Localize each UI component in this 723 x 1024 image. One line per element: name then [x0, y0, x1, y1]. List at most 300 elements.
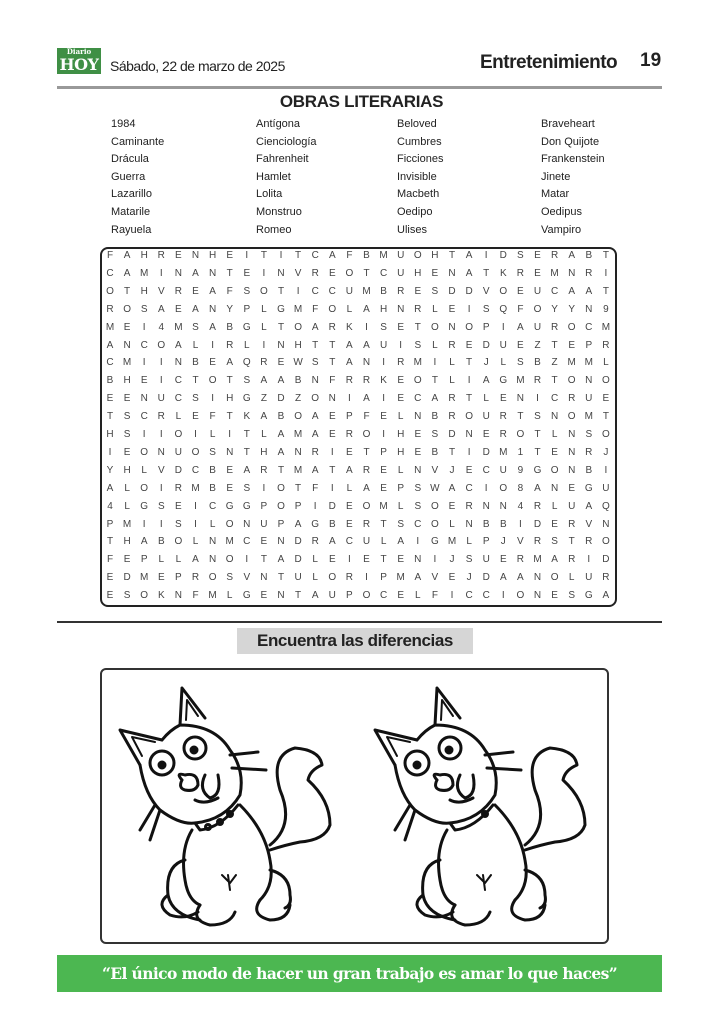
grid-letter[interactable]: E [175, 500, 182, 512]
grid-letter[interactable]: R [157, 411, 165, 423]
grid-letter[interactable]: L [261, 303, 267, 315]
grid-letter[interactable]: T [124, 285, 131, 297]
grid-letter[interactable]: S [123, 590, 131, 602]
grid-letter[interactable]: N [140, 393, 148, 405]
grid-letter[interactable]: O [328, 303, 337, 315]
grid-letter[interactable]: H [140, 250, 148, 261]
grid-letter[interactable]: V [294, 267, 302, 279]
grid-letter[interactable]: L [551, 500, 558, 512]
grid-letter[interactable]: O [533, 303, 542, 315]
grid-letter[interactable]: I [159, 518, 163, 530]
grid-letter[interactable]: V [157, 464, 165, 476]
grid-letter[interactable]: I [467, 303, 471, 315]
grid-letter[interactable]: S [431, 285, 439, 297]
grid-letter[interactable]: R [174, 285, 182, 297]
grid-letter[interactable]: D [448, 285, 456, 297]
grid-letter[interactable]: R [448, 393, 456, 405]
grid-letter[interactable]: B [294, 375, 302, 387]
grid-letter[interactable]: M [550, 267, 559, 279]
grid-letter[interactable]: N [243, 518, 251, 530]
grid-letter[interactable]: N [499, 500, 507, 512]
grid-letter[interactable]: F [106, 554, 114, 566]
grid-letter[interactable]: M [567, 357, 576, 369]
grid-letter[interactable]: N [123, 339, 131, 351]
grid-letter[interactable]: O [362, 429, 371, 440]
grid-letter[interactable]: A [465, 250, 473, 261]
grid-letter[interactable]: O [431, 500, 439, 512]
grid-letter[interactable]: U [533, 321, 542, 333]
grid-letter[interactable]: H [260, 446, 268, 458]
grid-letter[interactable]: I [365, 572, 368, 584]
grid-letter[interactable]: A [414, 572, 422, 584]
grid-letter[interactable]: E [414, 446, 422, 458]
grid-letter[interactable]: M [413, 357, 422, 369]
grid-letter[interactable]: U [345, 285, 353, 297]
grid-letter[interactable]: R [585, 267, 593, 279]
grid-letter[interactable]: E [499, 554, 507, 566]
grid-letter[interactable]: R [568, 518, 576, 530]
grid-letter[interactable]: R [362, 464, 371, 476]
grid-letter[interactable]: N [602, 518, 610, 530]
grid-letter[interactable]: C [550, 393, 559, 405]
grid-letter[interactable]: R [448, 411, 456, 423]
grid-letter[interactable]: I [519, 518, 522, 530]
grid-letter[interactable]: S [414, 339, 422, 351]
grid-letter[interactable]: I [142, 357, 146, 369]
cat-drawing-right[interactable] [355, 680, 615, 940]
grid-letter[interactable]: T [295, 590, 302, 602]
grid-letter[interactable]: D [602, 554, 610, 566]
grid-letter[interactable]: C [311, 285, 319, 297]
grid-letter[interactable]: L [226, 590, 233, 602]
grid-letter[interactable]: T [260, 250, 267, 261]
grid-letter[interactable]: U [602, 482, 610, 494]
grid-letter[interactable]: M [293, 429, 303, 440]
grid-letter[interactable]: B [226, 321, 234, 333]
grid-letter[interactable]: O [208, 572, 217, 584]
grid-letter[interactable]: O [550, 572, 559, 584]
grid-letter[interactable]: L [124, 482, 130, 494]
grid-letter[interactable]: A [277, 554, 285, 566]
grid-letter[interactable]: Y [226, 303, 234, 315]
grid-letter[interactable]: N [448, 267, 456, 279]
grid-letter[interactable]: T [277, 285, 285, 297]
grid-letter[interactable]: R [311, 536, 319, 548]
grid-letter[interactable]: M [122, 518, 132, 530]
grid-letter[interactable]: N [174, 590, 182, 602]
grid-letter[interactable]: H [106, 429, 114, 440]
grid-letter[interactable]: L [312, 572, 318, 584]
grid-letter[interactable]: E [328, 429, 336, 440]
grid-letter[interactable]: A [106, 339, 114, 351]
grid-letter[interactable]: P [294, 500, 302, 512]
grid-letter[interactable]: C [482, 590, 490, 602]
grid-letter[interactable]: F [346, 250, 353, 261]
grid-letter[interactable]: A [499, 572, 507, 584]
grid-letter[interactable]: I [433, 357, 437, 369]
grid-letter[interactable]: A [311, 411, 319, 423]
grid-letter[interactable]: N [568, 429, 576, 440]
grid-letter[interactable]: E [328, 411, 336, 423]
grid-letter[interactable]: S [585, 429, 593, 440]
grid-letter[interactable]: O [465, 321, 473, 333]
grid-letter[interactable]: A [294, 518, 302, 530]
grid-letter[interactable]: Q [499, 303, 508, 315]
grid-letter[interactable]: E [260, 536, 268, 548]
grid-letter[interactable]: O [362, 590, 371, 602]
grid-letter[interactable]: O [413, 250, 422, 261]
grid-letter[interactable]: R [362, 375, 371, 387]
grid-letter[interactable]: M [379, 250, 388, 261]
grid-letter[interactable]: P [346, 590, 353, 602]
grid-letter[interactable]: V [431, 464, 439, 476]
grid-letter[interactable]: F [106, 250, 114, 261]
grid-letter[interactable]: O [516, 590, 525, 602]
grid-letter[interactable]: E [448, 572, 456, 584]
grid-letter[interactable]: N [311, 375, 319, 387]
grid-letter[interactable]: H [140, 285, 148, 297]
grid-letter[interactable]: N [482, 500, 490, 512]
grid-letter[interactable]: U [482, 411, 490, 423]
grid-letter[interactable]: A [551, 554, 558, 566]
grid-letter[interactable]: D [448, 429, 456, 440]
grid-letter[interactable]: 9 [603, 303, 609, 315]
grid-letter[interactable]: I [604, 267, 608, 279]
grid-letter[interactable]: P [140, 554, 148, 566]
grid-letter[interactable]: A [226, 357, 234, 369]
grid-letter[interactable]: E [482, 429, 490, 440]
grid-letter[interactable]: T [106, 411, 114, 423]
grid-letter[interactable]: P [482, 321, 490, 333]
grid-letter[interactable]: U [499, 464, 507, 476]
grid-letter[interactable]: E [328, 267, 336, 279]
grid-letter[interactable]: E [106, 393, 114, 405]
grid-letter[interactable]: E [346, 446, 353, 458]
grid-letter[interactable]: T [363, 267, 370, 279]
grid-letter[interactable]: O [602, 536, 610, 548]
grid-letter[interactable]: S [431, 429, 439, 440]
grid-letter[interactable]: F [431, 590, 438, 602]
grid-letter[interactable]: N [328, 393, 336, 405]
grid-letter[interactable]: I [348, 554, 351, 566]
grid-letter[interactable]: T [277, 572, 285, 584]
grid-letter[interactable]: 4 [517, 500, 524, 512]
grid-letter[interactable]: A [585, 500, 593, 512]
grid-letter[interactable]: L [432, 339, 438, 351]
grid-letter[interactable]: M [379, 500, 388, 512]
grid-letter[interactable]: L [449, 518, 455, 530]
grid-letter[interactable]: S [517, 250, 524, 261]
grid-letter[interactable]: E [192, 285, 199, 297]
grid-letter[interactable]: B [499, 518, 507, 530]
grid-letter[interactable]: T [568, 536, 575, 548]
grid-letter[interactable]: M [140, 267, 149, 279]
grid-letter[interactable]: O [174, 536, 183, 548]
grid-letter[interactable]: C [311, 250, 319, 261]
grid-letter[interactable]: P [175, 572, 182, 584]
grid-letter[interactable]: E [106, 590, 114, 602]
grid-letter[interactable]: S [380, 321, 387, 333]
grid-letter[interactable]: G [242, 500, 251, 512]
grid-letter[interactable]: E [568, 482, 576, 494]
grid-letter[interactable]: V [585, 518, 593, 530]
grid-letter[interactable]: T [517, 411, 524, 423]
grid-letter[interactable]: A [568, 285, 576, 297]
grid-letter[interactable]: T [363, 446, 370, 458]
grid-letter[interactable]: N [568, 267, 576, 279]
grid-letter[interactable]: I [194, 500, 197, 512]
grid-letter[interactable]: E [243, 267, 251, 279]
grid-letter[interactable]: R [499, 411, 507, 423]
grid-letter[interactable]: E [534, 250, 541, 261]
grid-letter[interactable]: J [466, 572, 472, 584]
grid-letter[interactable]: C [106, 357, 114, 369]
grid-letter[interactable]: H [123, 536, 131, 548]
grid-letter[interactable]: Y [106, 464, 114, 476]
grid-letter[interactable]: R [106, 303, 114, 315]
grid-letter[interactable]: R [465, 500, 473, 512]
grid-letter[interactable]: M [140, 572, 149, 584]
grid-letter[interactable]: T [602, 250, 609, 261]
grid-letter[interactable]: R [397, 357, 405, 369]
grid-letter[interactable]: A [192, 303, 199, 315]
grid-letter[interactable]: R [585, 536, 593, 548]
grid-letter[interactable]: F [517, 303, 524, 315]
grid-letter[interactable]: N [174, 357, 182, 369]
grid-letter[interactable]: T [602, 285, 609, 297]
grid-letter[interactable]: T [448, 250, 456, 261]
grid-letter[interactable]: A [346, 339, 353, 351]
grid-letter[interactable]: L [192, 339, 199, 351]
grid-letter[interactable]: I [348, 393, 351, 405]
grid-letter[interactable]: N [568, 464, 576, 476]
grid-letter[interactable]: U [294, 572, 302, 584]
grid-letter[interactable]: C [328, 285, 336, 297]
grid-letter[interactable]: C [174, 393, 182, 405]
grid-letter[interactable]: A [346, 357, 353, 369]
grid-letter[interactable]: O [225, 554, 234, 566]
grid-letter[interactable]: T [466, 393, 473, 405]
grid-letter[interactable]: G [277, 303, 285, 315]
grid-letter[interactable]: S [311, 357, 319, 369]
grid-letter[interactable]: N [414, 554, 422, 566]
grid-letter[interactable]: I [484, 482, 488, 494]
grid-letter[interactable]: I [211, 339, 214, 351]
grid-letter[interactable]: O [516, 429, 525, 440]
grid-letter[interactable]: L [500, 357, 507, 369]
grid-letter[interactable]: D [465, 285, 473, 297]
grid-letter[interactable]: M [174, 321, 183, 333]
grid-letter[interactable]: B [157, 536, 165, 548]
grid-letter[interactable]: E [226, 250, 234, 261]
grid-letter[interactable]: P [380, 446, 387, 458]
grid-letter[interactable]: I [211, 393, 214, 405]
grid-letter[interactable]: N [362, 357, 371, 369]
grid-letter[interactable]: E [499, 393, 507, 405]
grid-letter[interactable]: L [346, 482, 353, 494]
grid-letter[interactable]: T [534, 429, 541, 440]
grid-letter[interactable]: R [362, 518, 371, 530]
grid-letter[interactable]: T [466, 357, 473, 369]
grid-letter[interactable]: A [260, 375, 268, 387]
grid-letter[interactable]: S [397, 518, 405, 530]
grid-letter[interactable]: A [534, 482, 541, 494]
grid-letter[interactable]: 4 [158, 321, 165, 333]
grid-letter[interactable]: G [242, 321, 251, 333]
grid-letter[interactable]: O [140, 446, 149, 458]
grid-letter[interactable]: T [277, 321, 285, 333]
grid-letter[interactable]: I [330, 482, 334, 494]
grid-letter[interactable]: E [277, 357, 285, 369]
grid-letter[interactable]: E [328, 554, 336, 566]
grid-letter[interactable]: C [140, 339, 148, 351]
grid-letter[interactable]: M [208, 590, 217, 602]
grid-letter[interactable]: O [140, 482, 149, 494]
grid-letter[interactable]: I [382, 393, 385, 405]
grid-letter[interactable]: E [140, 375, 148, 387]
grid-letter[interactable]: L [124, 500, 130, 512]
grid-letter[interactable]: M [499, 446, 508, 458]
grid-letter[interactable]: P [260, 500, 268, 512]
grid-letter[interactable]: J [483, 357, 489, 369]
grid-letter[interactable]: Y [551, 303, 558, 315]
grid-letter[interactable]: N [550, 411, 559, 423]
grid-letter[interactable]: N [294, 446, 302, 458]
grid-letter[interactable]: A [465, 267, 473, 279]
grid-letter[interactable]: L [261, 429, 267, 440]
grid-letter[interactable]: A [209, 321, 216, 333]
grid-letter[interactable]: O [602, 375, 610, 387]
grid-letter[interactable]: L [380, 536, 387, 548]
grid-letter[interactable]: E [414, 285, 422, 297]
grid-letter[interactable]: Z [260, 393, 267, 405]
grid-letter[interactable]: T [192, 375, 199, 387]
grid-letter[interactable]: T [329, 464, 336, 476]
grid-letter[interactable]: L [432, 303, 438, 315]
grid-letter[interactable]: A [123, 267, 131, 279]
grid-letter[interactable]: H [414, 267, 422, 279]
grid-letter[interactable]: T [534, 446, 541, 458]
grid-letter[interactable]: C [550, 285, 559, 297]
grid-letter[interactable]: T [448, 446, 456, 458]
grid-letter[interactable]: M [516, 375, 525, 387]
grid-letter[interactable]: L [175, 411, 182, 423]
grid-letter[interactable]: V [482, 285, 490, 297]
grid-letter[interactable]: R [414, 303, 422, 315]
grid-letter[interactable]: I [450, 590, 454, 602]
grid-letter[interactable]: T [380, 518, 387, 530]
grid-letter[interactable]: T [312, 339, 319, 351]
grid-letter[interactable]: I [142, 518, 146, 530]
grid-letter[interactable]: O [345, 267, 354, 279]
grid-letter[interactable]: M [601, 321, 611, 333]
grid-letter[interactable]: T [277, 464, 285, 476]
grid-letter[interactable]: A [311, 429, 319, 440]
grid-letter[interactable]: U [585, 393, 593, 405]
grid-letter[interactable]: M [293, 464, 303, 476]
grid-letter[interactable]: A [328, 536, 336, 548]
grid-letter[interactable]: N [414, 411, 422, 423]
grid-letter[interactable]: D [328, 500, 336, 512]
grid-letter[interactable]: A [585, 285, 593, 297]
grid-letter[interactable]: A [157, 303, 165, 315]
grid-letter[interactable]: S [414, 500, 422, 512]
grid-letter[interactable]: R [516, 267, 524, 279]
grid-letter[interactable]: E [397, 321, 405, 333]
grid-letter[interactable]: A [192, 554, 199, 566]
grid-letter[interactable]: L [244, 339, 250, 351]
grid-letter[interactable]: G [242, 590, 251, 602]
grid-letter[interactable]: I [604, 464, 608, 476]
grid-letter[interactable]: N [465, 429, 473, 440]
grid-letter[interactable]: R [345, 429, 353, 440]
grid-letter[interactable]: U [157, 393, 165, 405]
grid-letter[interactable]: U [499, 339, 507, 351]
grid-letter[interactable]: S [534, 411, 541, 423]
grid-letter[interactable]: S [123, 411, 131, 423]
grid-letter[interactable]: I [142, 429, 146, 440]
grid-letter[interactable]: S [243, 375, 251, 387]
grid-letter[interactable]: D [533, 518, 542, 530]
grid-letter[interactable]: R [345, 572, 353, 584]
grid-letter[interactable]: C [174, 375, 182, 387]
grid-letter[interactable]: O [191, 446, 200, 458]
grid-letter[interactable]: U [482, 554, 490, 566]
grid-letter[interactable]: L [397, 411, 404, 423]
grid-letter[interactable]: R [345, 375, 353, 387]
grid-letter[interactable]: U [328, 590, 336, 602]
grid-letter[interactable]: A [328, 250, 336, 261]
grid-letter[interactable]: O [550, 464, 559, 476]
grid-letter[interactable]: S [157, 500, 165, 512]
grid-letter[interactable]: U [260, 518, 268, 530]
grid-letter[interactable]: B [585, 250, 593, 261]
grid-letter[interactable]: D [174, 464, 182, 476]
grid-letter[interactable]: I [382, 429, 385, 440]
grid-letter[interactable]: T [551, 375, 558, 387]
grid-letter[interactable]: A [277, 446, 285, 458]
grid-letter[interactable]: Y [568, 303, 576, 315]
grid-letter[interactable]: I [142, 321, 146, 333]
grid-letter[interactable]: R [550, 321, 559, 333]
grid-letter[interactable]: 1 [517, 446, 524, 458]
grid-letter[interactable]: L [397, 464, 404, 476]
grid-letter[interactable]: A [568, 250, 576, 261]
grid-letter[interactable]: L [551, 429, 558, 440]
grid-letter[interactable]: K [157, 590, 165, 602]
grid-letter[interactable]: S [226, 572, 234, 584]
grid-letter[interactable]: U [585, 572, 593, 584]
grid-letter[interactable]: O [499, 285, 508, 297]
grid-letter[interactable]: S [568, 590, 576, 602]
grid-letter[interactable]: A [517, 572, 524, 584]
grid-letter[interactable]: P [346, 411, 353, 423]
grid-letter[interactable]: A [363, 393, 370, 405]
grid-letter[interactable]: J [500, 536, 506, 548]
grid-letter[interactable]: P [397, 482, 405, 494]
grid-letter[interactable]: Z [534, 339, 541, 351]
grid-letter[interactable]: E [517, 339, 524, 351]
grid-letter[interactable]: Q [242, 357, 251, 369]
grid-letter[interactable]: O [413, 375, 422, 387]
grid-letter[interactable]: G [225, 500, 234, 512]
grid-letter[interactable]: S [209, 446, 216, 458]
grid-letter[interactable]: P [106, 518, 114, 530]
grid-letter[interactable]: K [380, 375, 387, 387]
grid-letter[interactable]: A [140, 536, 148, 548]
grid-letter[interactable]: N [448, 321, 456, 333]
grid-letter[interactable]: P [277, 518, 285, 530]
